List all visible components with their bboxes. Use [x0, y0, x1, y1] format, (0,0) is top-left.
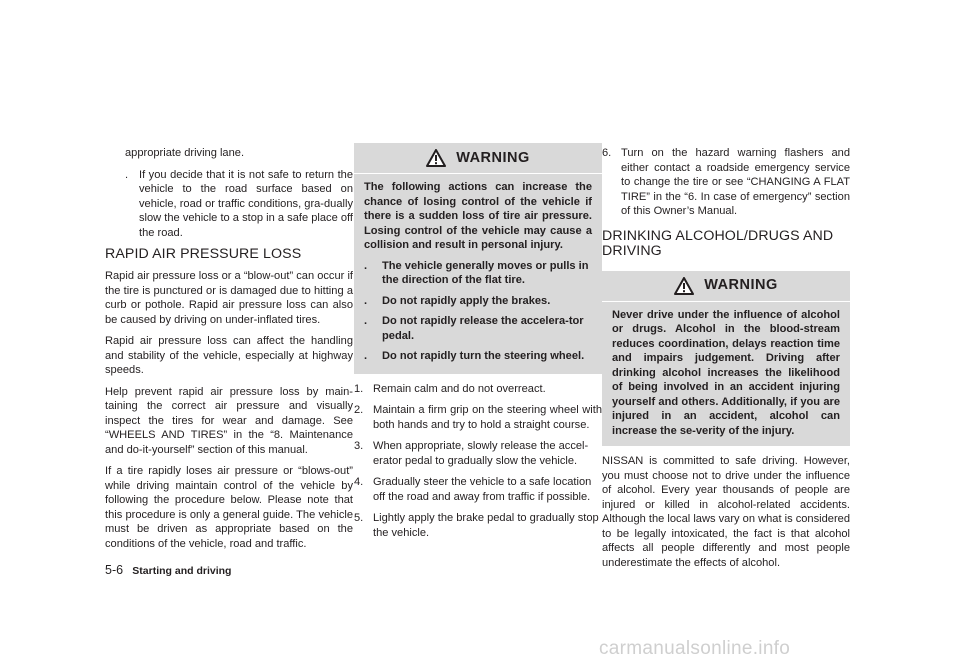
- list-item: [364, 314, 592, 343]
- column-right: [602, 146, 850, 577]
- step-number: 5.: [354, 512, 364, 524]
- warning-bullet-text: Do not rapidly release the accelera-tor pedal.: [382, 315, 584, 342]
- paragraph: Rapid air pressure loss or a “blow-out” can occur if the tire is punctured or is damaged due to hitting a curb or pothole. Rapid air pressure loss can also be caused by driving on under-inflated tires.: [105, 270, 353, 326]
- bullet-text: If you decide that it is not safe to return the vehicle to the road surface based on vehicle, road or traffic conditions, gra-dually slow the vehicle to a stop in a safe place off the road.: [139, 168, 353, 239]
- warning-triangle-icon: [426, 149, 446, 167]
- step-text: Maintain a firm grip on the steering wheel with both hands and try to hold a straight course.: [373, 404, 602, 431]
- step-number: 2.: [354, 404, 364, 416]
- warning-intro: The following actions can increase the chance of losing control of the vehicle if there is a sudden loss of tire air pressure. Losing control of the vehicle may cause a collision and result in personal injury.: [364, 181, 592, 251]
- warning-title: WARNING: [704, 277, 778, 294]
- list-item: [602, 146, 850, 219]
- paragraph: NISSAN is committed to safe driving. However, you must choose not to drive under the influence of alcohol. Every year thousands of people are injured or killed in alcohol-related accidents. Although the local laws vary on what is considered to be legally intoxicated, the fact is that alcohol affects all people differently and most people underestimate the effects of alcohol.: [602, 455, 850, 569]
- step-text: Lightly apply the brake pedal to gradually stop the vehicle.: [373, 512, 599, 539]
- step-number: 1.: [354, 382, 364, 395]
- warning-bullet-text: The vehicle generally moves or pulls in the direction of the flat tire.: [382, 259, 589, 286]
- warning-triangle-icon: [674, 277, 694, 295]
- bullet-mark: .: [364, 259, 368, 272]
- list-item: [354, 511, 602, 540]
- section-name: Starting and driving: [132, 565, 232, 577]
- page-footer: [105, 563, 231, 577]
- step-number: 4.: [354, 476, 364, 488]
- paragraph: Rapid air pressure loss can affect the handling and stability of the vehicle, especially at highway speeds.: [105, 335, 353, 376]
- column-left: [105, 146, 353, 558]
- bullet-mark: .: [364, 350, 368, 362]
- warning-box-tire: [354, 143, 602, 374]
- step-text: Gradually steer the vehicle to a safe location off the road and away from traffic if possible.: [373, 476, 592, 503]
- bullet-mark: .: [364, 315, 368, 327]
- warning-header: [354, 143, 602, 174]
- paragraph: If a tire rapidly loses air pressure or “blows-out” while driving maintain control of the vehicle by following the procedure below. Please note that this procedure is only a general guide. The vehicle must be driven as appropriate based on the conditions of the vehicle, road and traffic.: [105, 465, 353, 550]
- list-item: [125, 168, 353, 241]
- section-heading-rapid-air-pressure-loss: RAPID AIR PRESSURE LOSS: [105, 246, 302, 262]
- list-item: [354, 382, 602, 397]
- step-text: Turn on the hazard warning flashers and either contact a roadside emergency service to change the tire or see “CHANGING A FLAT TIRE” in the “6. In case of emergency” section of this Owner’s Manual.: [621, 147, 850, 217]
- list-item: [364, 349, 592, 364]
- step-number: 3.: [354, 440, 364, 452]
- warning-bullet-text: Do not rapidly apply the brakes.: [382, 294, 551, 307]
- warning-title: WARNING: [456, 149, 530, 166]
- warning-header: [602, 271, 850, 302]
- bullet-mark: .: [364, 294, 368, 307]
- step-number: 6.: [602, 147, 612, 159]
- step-text: When appropriate, slowly release the accel-erator pedal to gradually slow the vehicle.: [373, 440, 589, 467]
- continuation-text: appropriate driving lane.: [125, 147, 245, 159]
- list-item: [354, 403, 602, 432]
- list-item: [354, 475, 602, 504]
- page-number: 5-6: [105, 563, 124, 577]
- section-heading-drinking-alcohol: DRINKING ALCOHOL/DRUGS AND DRIVING: [602, 227, 834, 259]
- watermark: carmanualsonline.info: [599, 638, 791, 659]
- bullet-mark: .: [125, 168, 129, 181]
- warning-text: Never drive under the influence of alcohol or drugs. Alcohol in the blood-stream reduces coordination, delays reaction time and impairs judgement. Driving after drinking alcohol increases the likelihood of being involved in an accident injuring yourself and others. Additionally, if you are injured in an accident, alcohol can increase the se-verity of the injury.: [612, 308, 840, 437]
- paragraph: Help prevent rapid air pressure loss by main-taining the correct air pressure and visually inspect the tires for wear and damage. See “WHEELS AND TIRES” in the “8. Maintenance and do-it-yourself” section of this manual.: [105, 385, 353, 456]
- list-item: [354, 439, 602, 468]
- list-item: [364, 259, 592, 288]
- warning-bullet-text: Do not rapidly turn the steering wheel.: [382, 350, 585, 362]
- column-middle: [354, 143, 602, 547]
- warning-box-alcohol: [602, 271, 850, 447]
- step-text: Remain calm and do not overreact.: [373, 382, 546, 395]
- list-item: [364, 294, 592, 309]
